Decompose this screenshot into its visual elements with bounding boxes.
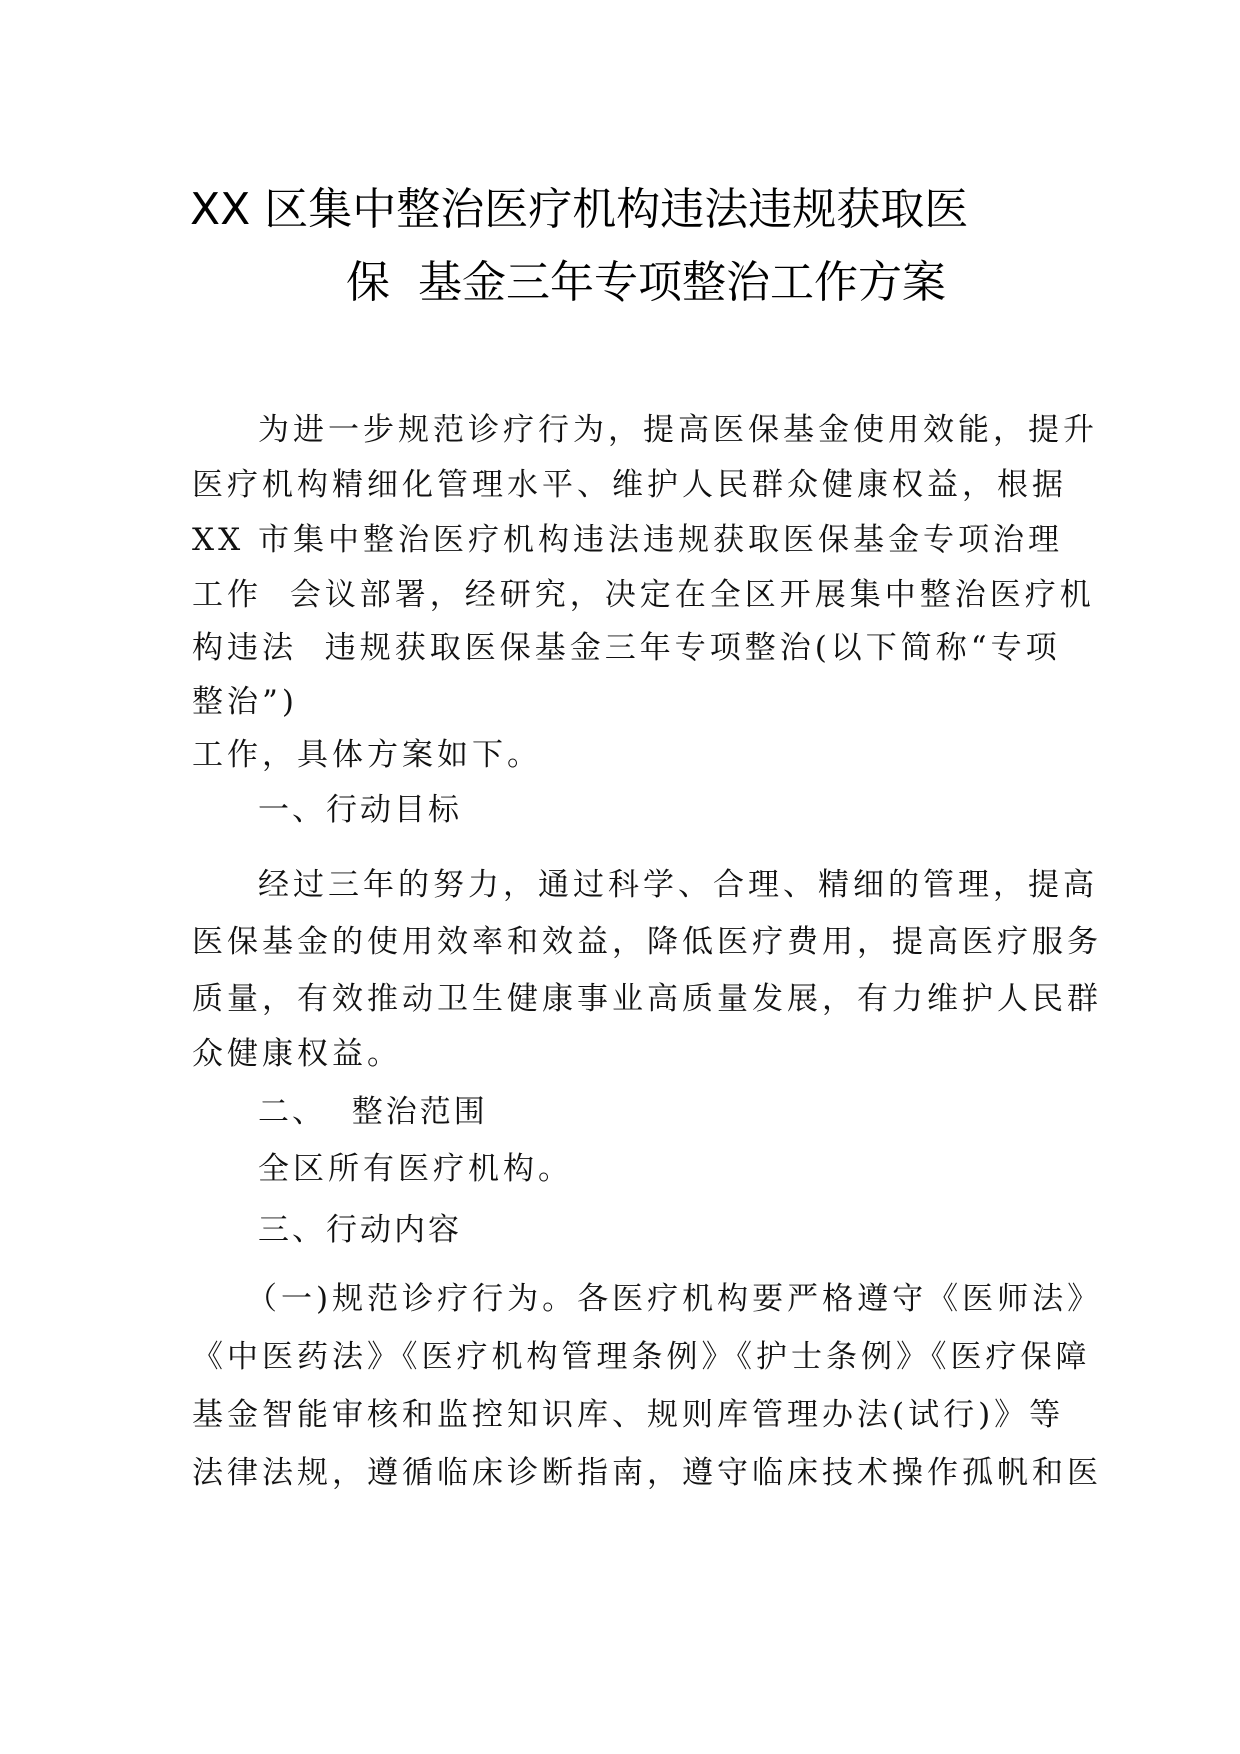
section-3-heading: 三、行动内容	[258, 1212, 462, 1248]
section-1-line-3: 质量，有效推动卫生健康事业高质量发展，有力维护人民群	[192, 981, 1102, 1017]
intro-line-6: 整治”)	[192, 684, 298, 720]
section-3-line-4: 法律法规，遵循临床诊断指南，遵守临床技术操作孤帆和医	[192, 1455, 1102, 1491]
intro-line-4: 工作 会议部署，经研究，决定在全区开展集中整治医疗机	[192, 577, 1095, 613]
section-3-line-3: 基金智能审核和监控知识库、规则库管理办法(试行)》等	[192, 1397, 1065, 1433]
section-1-line-4: 众健康权益。	[192, 1036, 402, 1072]
intro-line-7: 工作，具体方案如下。	[192, 737, 542, 773]
intro-line-5: 构违法 违规获取医保基金三年专项整治(以下简称“专项	[192, 630, 1061, 666]
intro-line-3: XX 市集中整治医疗机构违法违规获取医保基金专项治理	[192, 522, 1063, 558]
section-3-line-1: （一)规范诊疗行为。各医疗机构要严格遵守《医师法》	[246, 1281, 1103, 1317]
section-1-line-1: 经过三年的努力，通过科学、合理、精细的管理，提高	[258, 867, 1098, 903]
section-1-heading: 一、行动目标	[258, 792, 462, 828]
section-3-line-2: 《中医药法》《医疗机构管理条例》《护士条例》《医疗保障	[192, 1339, 1091, 1375]
section-2-line-1: 全区所有医疗机构。	[258, 1151, 573, 1187]
section-2-heading: 二、 整治范围	[258, 1094, 488, 1130]
section-1-line-2: 医保基金的使用效率和效益，降低医疗费用，提高医疗服务	[192, 924, 1102, 960]
intro-line-1: 为进一步规范诊疗行为，提高医保基金使用效能，提升	[258, 412, 1098, 448]
document-title-line-2: 保 基金三年专项整治工作方案	[346, 257, 946, 308]
document-title-line-1: XX 区集中整治医疗机构违法违规获取医	[190, 184, 969, 235]
intro-line-2: 医疗机构精细化管理水平、维护人民群众健康权益，根据	[192, 467, 1067, 503]
